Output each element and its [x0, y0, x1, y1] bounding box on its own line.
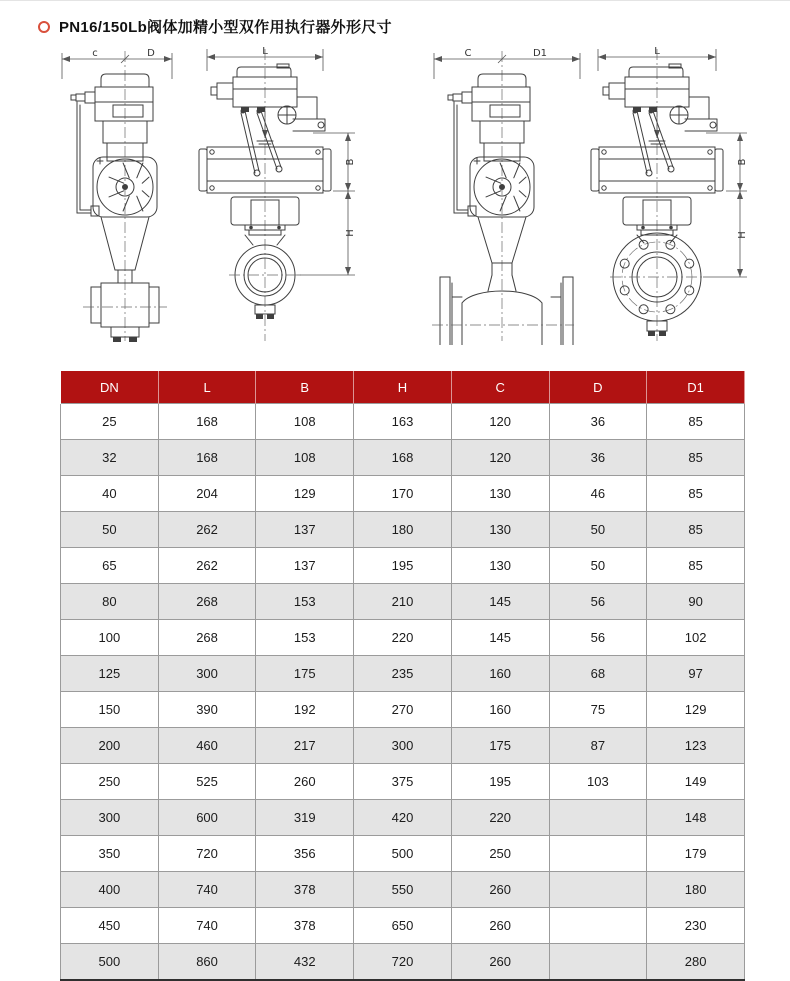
column-header-l: L — [158, 371, 256, 404]
table-cell: 400 — [61, 872, 159, 908]
table-cell: 123 — [647, 728, 745, 764]
table-cell: 720 — [158, 836, 256, 872]
table-cell: 268 — [158, 584, 256, 620]
table-cell: 600 — [158, 800, 256, 836]
table-cell: 390 — [158, 692, 256, 728]
column-header-d1: D1 — [647, 371, 745, 404]
dimension-line-bh — [297, 133, 356, 275]
table-cell: 270 — [354, 692, 452, 728]
table-header-row — [61, 371, 745, 404]
table-cell: 56 — [549, 584, 647, 620]
table-row-dn-50 — [61, 512, 745, 548]
actuator-motor-head — [71, 74, 153, 121]
table-cell — [549, 872, 647, 908]
table-cell: 160 — [451, 656, 549, 692]
bullet-icon — [38, 21, 50, 33]
table-cell: 356 — [256, 836, 354, 872]
table-cell: 192 — [256, 692, 354, 728]
table-row-dn-200 — [61, 728, 745, 764]
table-row-dn-40 — [61, 476, 745, 512]
table-cell: 137 — [256, 512, 354, 548]
table-cell: 350 — [61, 836, 159, 872]
table-cell — [549, 908, 647, 944]
table-cell: 180 — [647, 872, 745, 908]
table-cell: 720 — [354, 944, 452, 981]
table-cell: 168 — [158, 404, 256, 440]
dim-label-l: L — [654, 46, 660, 57]
table-cell: 120 — [451, 404, 549, 440]
table-cell: 195 — [451, 764, 549, 800]
table-cell: 85 — [647, 440, 745, 476]
table-row-dn-450 — [61, 908, 745, 944]
table-cell: 260 — [451, 872, 549, 908]
dim-label-c: C — [464, 48, 472, 59]
table-body — [61, 404, 745, 981]
dim-label-b: B — [737, 158, 748, 166]
table-cell: 90 — [647, 584, 745, 620]
table-cell: 97 — [647, 656, 745, 692]
table-cell: 280 — [647, 944, 745, 981]
air-pipe — [454, 102, 476, 216]
table-cell: 87 — [549, 728, 647, 764]
table-cell: 137 — [256, 548, 354, 584]
table-cell: 450 — [61, 908, 159, 944]
table-cell: 204 — [158, 476, 256, 512]
table-cell — [549, 944, 647, 981]
column-header-d: D — [549, 371, 647, 404]
drawing-flanged-front-view — [582, 45, 762, 345]
table-cell: 375 — [354, 764, 452, 800]
table-cell: 108 — [256, 440, 354, 476]
table-row-dn-100 — [61, 620, 745, 656]
table-cell — [549, 836, 647, 872]
tie-rods — [241, 109, 283, 177]
table-cell: 120 — [451, 440, 549, 476]
dimension-table — [60, 371, 745, 981]
table-cell: 50 — [61, 512, 159, 548]
table-cell: 168 — [158, 440, 256, 476]
table-cell: 378 — [256, 908, 354, 944]
table-cell: 170 — [354, 476, 452, 512]
table-cell: 100 — [61, 620, 159, 656]
table-row-dn-32 — [61, 440, 745, 476]
table-row-dn-125 — [61, 656, 745, 692]
section-title-row — [0, 1, 790, 37]
table-cell: 650 — [354, 908, 452, 944]
dim-label-l: L — [262, 46, 268, 57]
table-cell: 217 — [256, 728, 354, 764]
table-cell: 85 — [647, 404, 745, 440]
table-cell: 175 — [256, 656, 354, 692]
table-cell: 148 — [647, 800, 745, 836]
table-cell: 250 — [61, 764, 159, 800]
table-cell: 129 — [647, 692, 745, 728]
table-row-dn-80 — [61, 584, 745, 620]
table-cell: 432 — [256, 944, 354, 981]
column-header-h: H — [354, 371, 452, 404]
table-cell: 50 — [549, 512, 647, 548]
table-cell: 260 — [451, 908, 549, 944]
table-cell: 145 — [451, 620, 549, 656]
table-cell: 130 — [451, 512, 549, 548]
table-cell: 230 — [647, 908, 745, 944]
table-row-dn-65 — [61, 548, 745, 584]
table-row-dn-400 — [61, 872, 745, 908]
table-cell: 56 — [549, 620, 647, 656]
table-cell: 460 — [158, 728, 256, 764]
table-row-dn-250 — [61, 764, 745, 800]
dim-label-d: D — [147, 48, 155, 59]
table-cell: 25 — [61, 404, 159, 440]
table-cell: 68 — [549, 656, 647, 692]
drawing-flanged-side-view — [424, 45, 589, 345]
table-cell: 500 — [354, 836, 452, 872]
table-cell: 85 — [647, 548, 745, 584]
table-cell: 163 — [354, 404, 452, 440]
table-cell: 32 — [61, 440, 159, 476]
table-cell: 200 — [61, 728, 159, 764]
table-cell: 500 — [61, 944, 159, 981]
drawing-wafer-front-view — [193, 45, 408, 345]
table-cell: 75 — [549, 692, 647, 728]
table-cell: 130 — [451, 548, 549, 584]
dim-label-h: H — [737, 231, 748, 239]
table-row-dn-150 — [61, 692, 745, 728]
table-cell: 179 — [647, 836, 745, 872]
drawing-wafer-side-view — [55, 45, 190, 345]
table-cell: 260 — [451, 944, 549, 981]
table-cell: 268 — [158, 620, 256, 656]
table-cell: 175 — [451, 728, 549, 764]
table-cell: 300 — [61, 800, 159, 836]
actuator-motor-head — [448, 74, 530, 121]
column-header-dn: DN — [61, 371, 159, 404]
table-cell: 36 — [549, 440, 647, 476]
table-cell: 153 — [256, 584, 354, 620]
table-cell: 50 — [549, 548, 647, 584]
table-cell: 300 — [354, 728, 452, 764]
table-cell: 550 — [354, 872, 452, 908]
table-cell: 220 — [451, 800, 549, 836]
table-cell: 149 — [647, 764, 745, 800]
table-cell: 65 — [61, 548, 159, 584]
table-cell: 262 — [158, 548, 256, 584]
technical-drawings — [0, 45, 790, 357]
table-cell: 85 — [647, 476, 745, 512]
table-cell: 108 — [256, 404, 354, 440]
table-cell: 85 — [647, 512, 745, 548]
table-row-dn-500 — [61, 944, 745, 981]
table-cell: 220 — [354, 620, 452, 656]
table-cell: 740 — [158, 908, 256, 944]
table-cell: 145 — [451, 584, 549, 620]
table-cell: 129 — [256, 476, 354, 512]
table-cell: 420 — [354, 800, 452, 836]
table-cell: 102 — [647, 620, 745, 656]
dim-label-b: B — [345, 158, 356, 166]
column-header-b: B — [256, 371, 354, 404]
table-cell: 160 — [451, 692, 549, 728]
table-cell: 860 — [158, 944, 256, 981]
table-cell: 125 — [61, 656, 159, 692]
table-cell: 300 — [158, 656, 256, 692]
table-cell — [549, 800, 647, 836]
table-cell: 153 — [256, 620, 354, 656]
table-row-dn-350 — [61, 836, 745, 872]
dim-label-d1: D1 — [532, 48, 548, 59]
table-cell: 262 — [158, 512, 256, 548]
table-cell: 36 — [549, 404, 647, 440]
table-cell: 180 — [354, 512, 452, 548]
table-cell: 319 — [256, 800, 354, 836]
dim-label-h: H — [345, 229, 356, 237]
air-pipe — [77, 102, 99, 216]
table-cell: 378 — [256, 872, 354, 908]
table-row-dn-300 — [61, 800, 745, 836]
table-cell: 40 — [61, 476, 159, 512]
tie-rods — [633, 109, 675, 177]
page-title: PN16/150Lb阀体加精小型双作用执行器外形尺寸 — [59, 19, 392, 36]
column-header-c: C — [451, 371, 549, 404]
table-cell: 168 — [354, 440, 452, 476]
table-cell: 150 — [61, 692, 159, 728]
table-cell: 130 — [451, 476, 549, 512]
table-cell: 740 — [158, 872, 256, 908]
dim-label-c: c — [92, 48, 98, 59]
table-cell: 210 — [354, 584, 452, 620]
table-cell: 80 — [61, 584, 159, 620]
table-cell: 250 — [451, 836, 549, 872]
table-cell: 195 — [354, 548, 452, 584]
table-row-dn-25 — [61, 404, 745, 440]
table-cell: 260 — [256, 764, 354, 800]
table-cell: 235 — [354, 656, 452, 692]
table-cell: 103 — [549, 764, 647, 800]
table-cell: 46 — [549, 476, 647, 512]
valve-body-flanged — [432, 277, 574, 345]
table-cell: 525 — [158, 764, 256, 800]
